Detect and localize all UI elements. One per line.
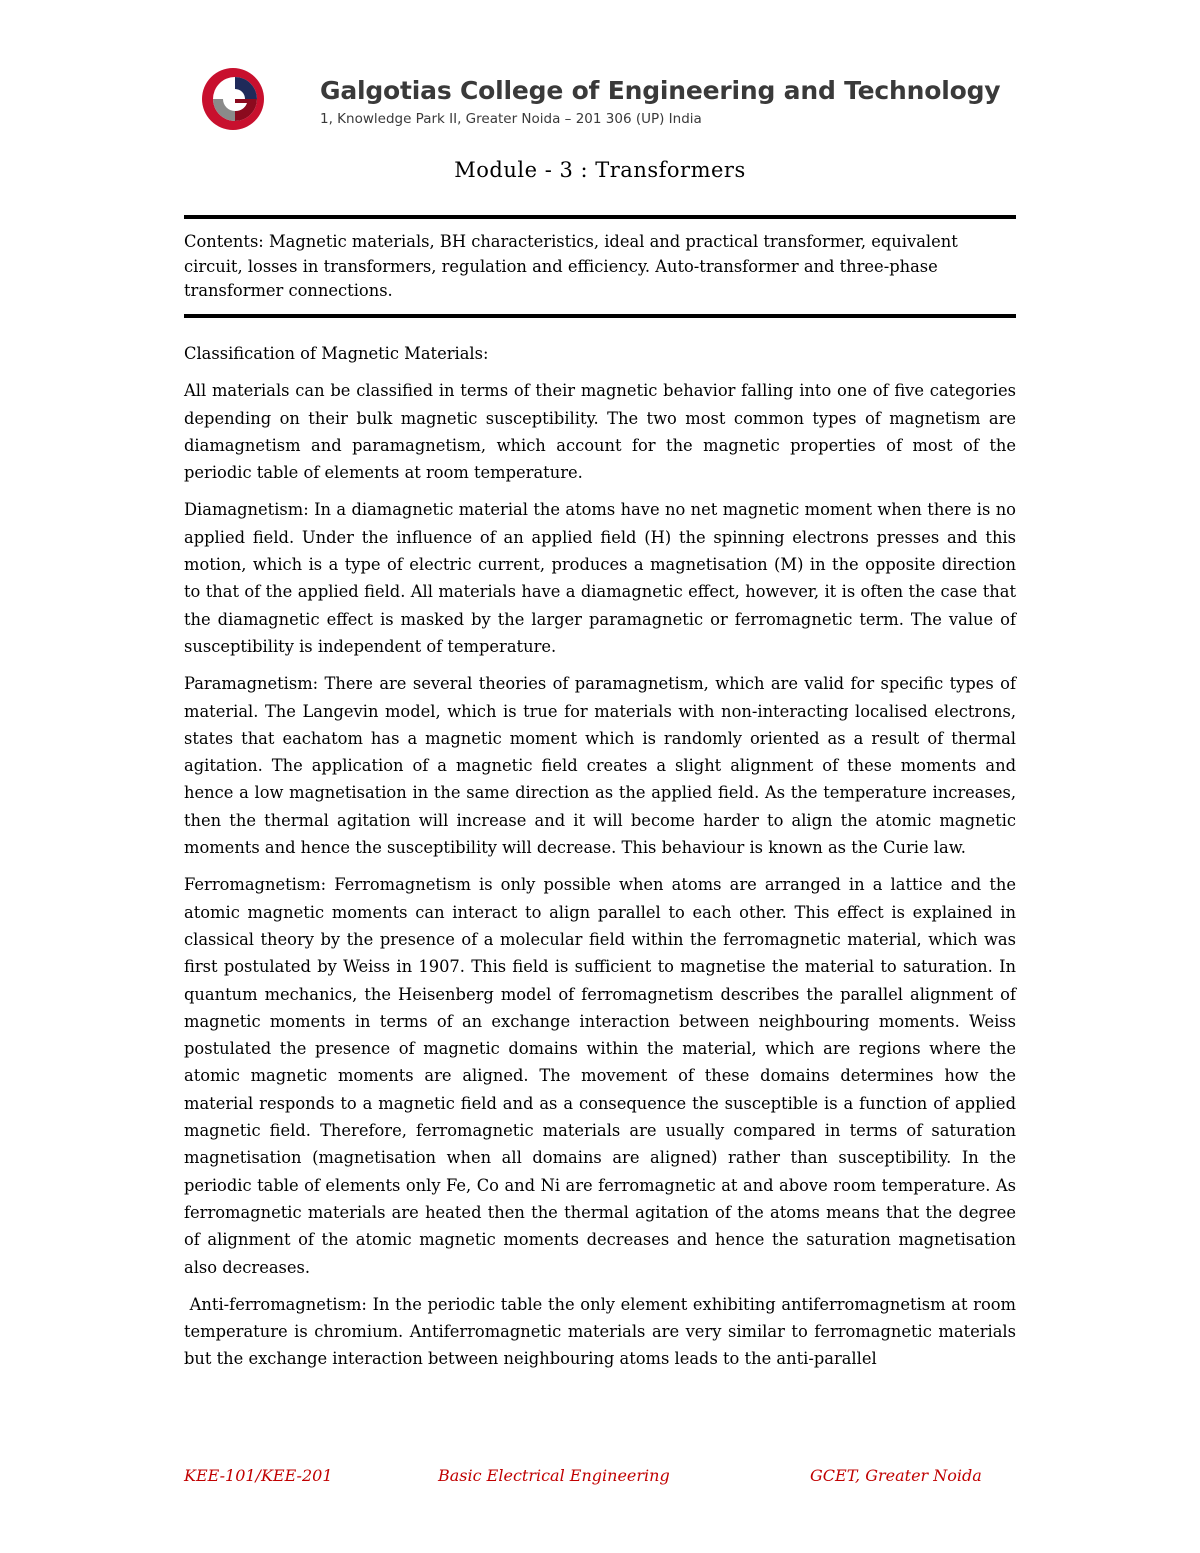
diamagnetism-paragraph: [184, 496, 1016, 660]
bottom-divider: [184, 314, 1016, 318]
page-header: [200, 66, 1000, 136]
footer-institution: GCET, Greater Noida: [810, 1466, 982, 1485]
antiferromagnetism-term: Anti-ferromagnetism:: [189, 1294, 367, 1314]
diamagnetism-text: In a diamagnetic material the atoms have no net magnetic moment when there is no applied field. Under the influence of an applied field (H) the spinning electrons presses and this motion, which is a type of electric current, produces a magnetisation (M) in the opposite direction to that of the applied field. All materials have a diamagnetic effect, however, it is often the case that the diamagnetic effect is masked by the larger paramagnetic or ferromagnetic term. The value of susceptibility is independent of temperature.: [184, 500, 1016, 656]
antiferromagnetism-text: In the periodic table the only element exhibiting antiferromagnetism at room temperature is chromium. Antiferromagnetic materials are very similar to ferromagnetic materials but the exchange interaction between neighbouring atoms leads to the anti-parallel: [184, 1294, 1016, 1369]
paramagnetism-text: There are several theories of paramagnetism, which are valid for specific types of material. The Langevin model, which is true for materials with non-interacting localised electrons, states that eachatom has a magnetic moment which is randomly oriented as a result of thermal agitation. The application of a magnetic field creates a slight alignment of these moments and hence a low magnetisation in the same direction as the applied field. As the temperature increases, then the thermal agitation will increase and it will become harder to align the atomic magnetic moments and hence the susceptibility will decrease. This behaviour is known as the Curie law.: [184, 674, 1016, 858]
college-address: 1, Knowledge Park II, Greater Noida – 201 306 (UP) India: [320, 111, 702, 127]
footer-course-name: Basic Electrical Engineering: [438, 1466, 670, 1485]
college-name: Galgotias College of Engineering and Technology: [320, 76, 1001, 105]
footer-course-code: KEE-101/KEE-201: [184, 1466, 333, 1485]
diamagnetism-term: Diamagnetism:: [184, 500, 309, 520]
antiferromagnetism-paragraph: [184, 1291, 1016, 1373]
body-text: [184, 340, 1016, 1383]
intro-paragraph: All materials can be classified in terms of their magnetic behavior falling into one of five categories depending on their bulk magnetic susceptibility. The two most common types of magnetism are diamagnetism and paramagnetism, which account for the magnetic properties of most of the periodic table of elements at room temperature.: [184, 381, 1016, 483]
ferromagnetism-paragraph: [184, 871, 1016, 1280]
ferromagnetism-text: Ferromagnetism is only possible when atoms are arranged in a lattice and the atomic magnetic moments can interact to align parallel to each other. This effect is explained in classical theory by the presence of a molecular field within the ferromagnetic material, which was first postulated by Weiss in 1907. This field is sufficient to magnetise the material to saturation. In quantum mechanics, the Heisenberg model of ferromagnetism describes the parallel alignment of magnetic moments in terms of an exchange interaction between neighbouring moments. Weiss postulated the presence of magnetic domains within the material, which are regions where the atomic magnetic moments are aligned. The movement of these domains determines how the material responds to a magnetic field and as a consequence the susceptible is a function of applied magnetic field. Therefore, ferromagnetic materials are usually compared in terms of saturation magnetisation (magnetisation when all domains are aligned) rather than susceptibility. In the periodic table of elements only Fe, Co and Ni are ferromagnetic at and above room temperature. As ferromagnetic materials are heated then the thermal agitation of the atoms means that the degree of alignment of the atomic magnetic moments decreases and hence the saturation magnetisation also decreases.: [184, 875, 1016, 1277]
module-title: Module - 3 : Transformers: [454, 158, 746, 182]
ferromagnetism-term: Ferromagnetism:: [184, 875, 327, 895]
college-logo: [200, 66, 266, 132]
section-heading: Classification of Magnetic Materials:: [184, 344, 489, 363]
paramagnetism-paragraph: [184, 670, 1016, 861]
page-footer: [184, 1466, 1016, 1490]
top-divider: [184, 215, 1016, 219]
contents-summary: Contents: Magnetic materials, BH characteristics, ideal and practical transformer, equivalent circuit, losses in transformers, regulation and efficiency. Auto-transformer and three-phase transformer connections.: [184, 232, 958, 300]
paramagnetism-term: Paramagnetism:: [184, 674, 319, 694]
